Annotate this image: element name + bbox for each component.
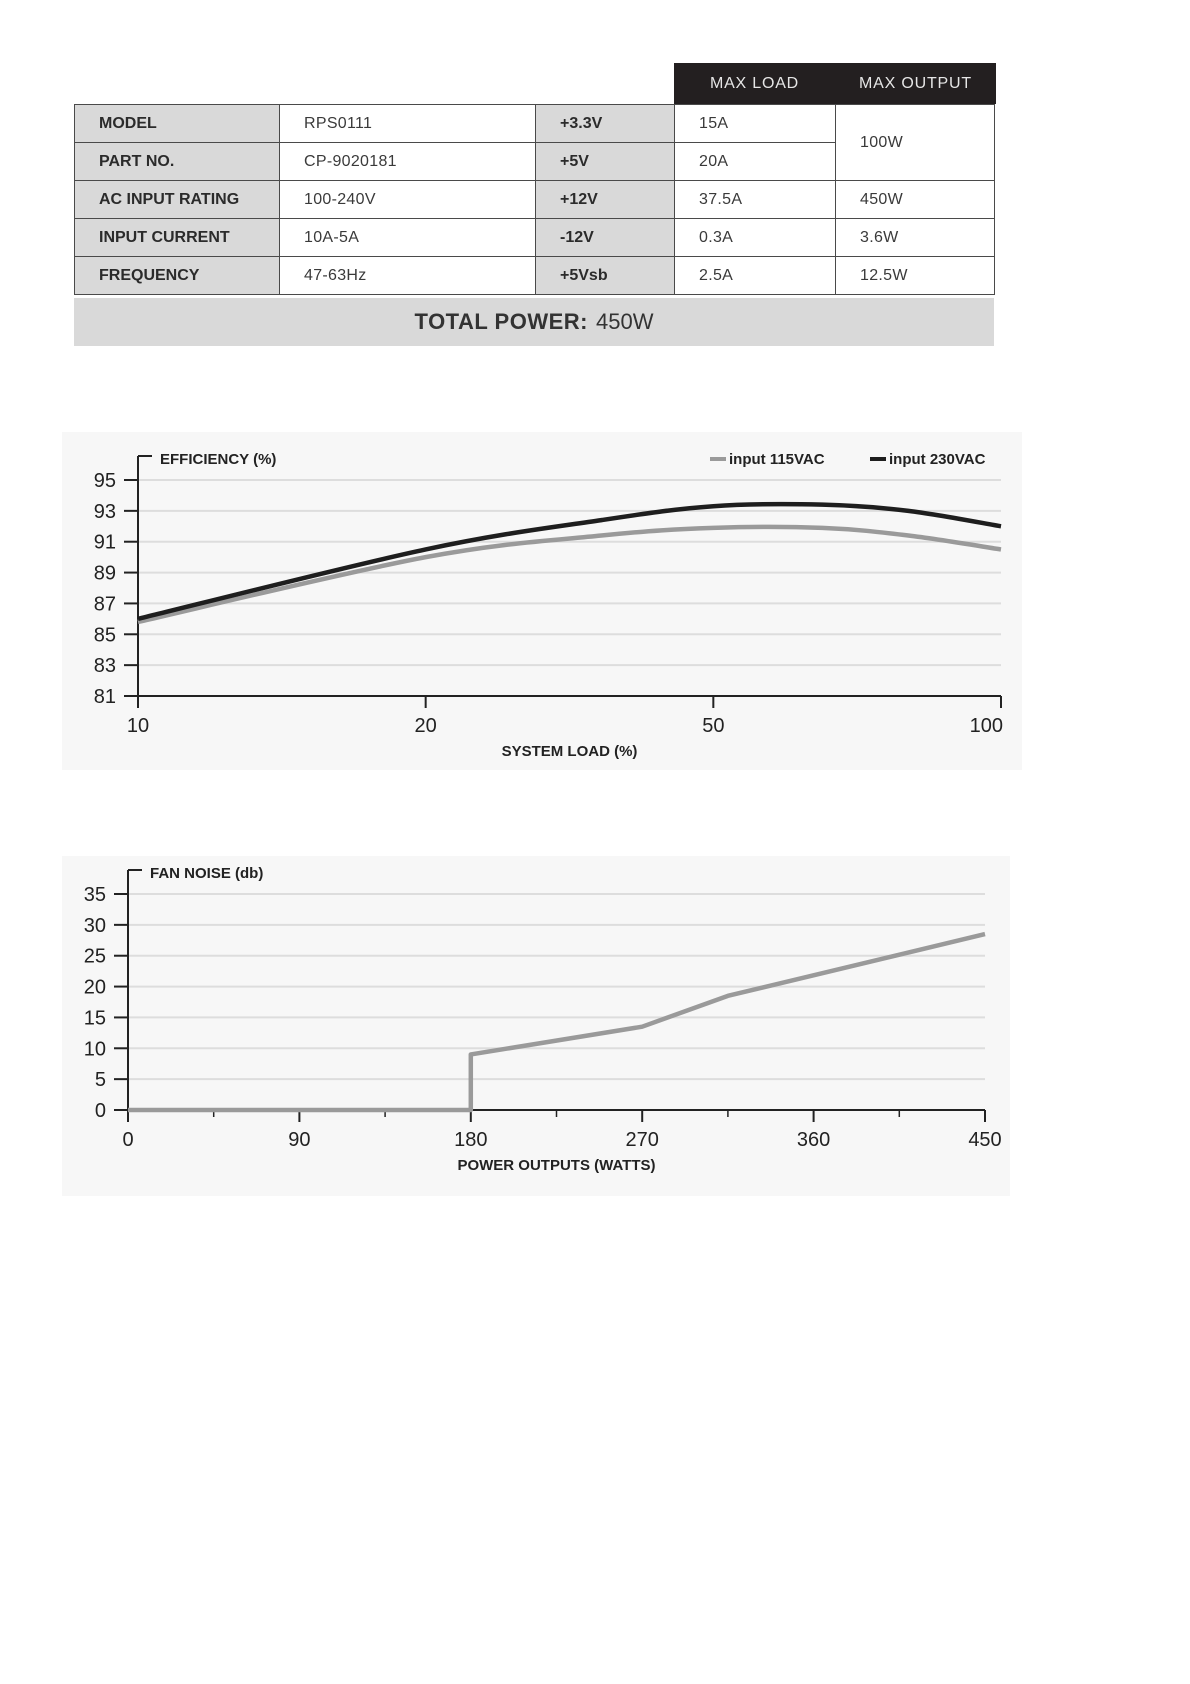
x-tick-label: 90: [288, 1129, 311, 1151]
x-tick-label: 270: [625, 1129, 659, 1151]
total-power-value: 450W: [595, 309, 654, 334]
spec-label: FREQUENCY: [74, 256, 280, 295]
y-tick-label: 35: [83, 884, 106, 906]
spec-value: 100-240V: [279, 180, 536, 219]
x-tick-label: 50: [702, 715, 725, 737]
rail-voltage: +5V: [535, 142, 675, 181]
y-tick-label: 30: [83, 914, 106, 937]
spec-label: PART NO.: [74, 142, 280, 181]
x-axis-label: SYSTEM LOAD (%): [501, 743, 638, 760]
y-tick-label: 87: [93, 593, 116, 616]
header-max-load: MAX LOAD: [674, 63, 835, 104]
output-12v: 450W: [835, 180, 995, 219]
x-tick-label: 360: [796, 1129, 831, 1151]
x-tick-label: 20: [414, 715, 437, 737]
x-tick-label: 10: [126, 715, 150, 737]
y-tick-label: 81: [93, 686, 116, 708]
spec-value: CP-9020181: [279, 142, 536, 181]
legend-label-0: input 115VAC: [729, 451, 825, 468]
rail-voltage: +3.3V: [535, 104, 675, 143]
y-tick-label: 20: [83, 976, 106, 999]
y-tick-label: 25: [83, 945, 106, 968]
fan-noise-chart: [62, 856, 1010, 1196]
x-tick-label: 100: [969, 715, 1003, 737]
header-max-output: MAX OUTPUT: [835, 63, 996, 104]
spec-value: 47-63Hz: [279, 256, 536, 295]
y-tick-label: 83: [93, 655, 116, 678]
x-tick-label: 450: [968, 1129, 1002, 1151]
y-tick-label: 95: [93, 470, 116, 492]
output-3v3-5v-combined: 100W: [835, 104, 995, 181]
spec-table: [74, 63, 994, 343]
x-tick-label: 180: [454, 1129, 488, 1151]
chart-title: EFFICIENCY (%): [160, 451, 277, 468]
spec-value: RPS0111: [279, 104, 536, 143]
rail-max-load: 37.5A: [674, 180, 836, 219]
x-tick-label: 0: [122, 1129, 134, 1151]
y-tick-label: 93: [93, 500, 116, 523]
rail-voltage: +12V: [535, 180, 675, 219]
total-power-bar: [74, 298, 994, 346]
y-tick-label: 15: [83, 1007, 106, 1030]
efficiency-chart-container: [62, 432, 1022, 775]
rail-max-load: 20A: [674, 142, 836, 181]
rail-voltage: -12V: [535, 218, 675, 257]
fan-noise-chart-container: [62, 856, 1010, 1201]
rail-voltage: +5Vsb: [535, 256, 675, 295]
y-tick-label: 85: [93, 624, 116, 647]
output-5vsb: 12.5W: [835, 256, 995, 295]
rail-max-load: 2.5A: [674, 256, 836, 295]
legend-label-1: input 230VAC: [889, 451, 986, 468]
y-tick-label: 91: [93, 531, 116, 554]
rail-max-load: 15A: [674, 104, 836, 143]
spec-value: 10A-5A: [279, 218, 536, 257]
spec-label: INPUT CURRENT: [74, 218, 280, 257]
x-axis-label: POWER OUTPUTS (WATTS): [457, 1157, 656, 1174]
y-tick-label: 10: [83, 1038, 106, 1061]
fan-noise-chart-background: [62, 856, 1010, 1196]
y-tick-label: 0: [94, 1100, 106, 1122]
efficiency-chart: [62, 432, 1022, 770]
rail-max-load: 0.3A: [674, 218, 836, 257]
y-tick-label: 89: [93, 562, 116, 585]
output-neg12v: 3.6W: [835, 218, 995, 257]
spec-label: AC INPUT RATING: [74, 180, 280, 219]
chart-title: FAN NOISE (db): [150, 865, 264, 882]
spec-label: MODEL: [74, 104, 280, 143]
total-power-label: TOTAL POWER:: [414, 309, 588, 334]
y-tick-label: 5: [94, 1069, 106, 1092]
